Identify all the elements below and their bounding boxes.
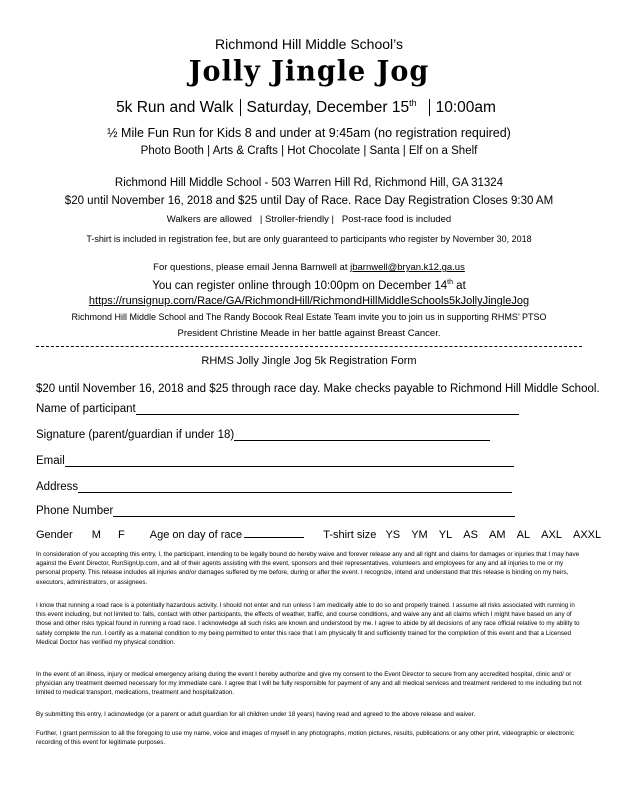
address-line[interactable] bbox=[78, 481, 512, 493]
email-line[interactable] bbox=[65, 455, 514, 467]
questions-line: For questions, please email Jenna Barnwell at jbarnwell@bryan.k12.ga.us bbox=[153, 262, 465, 273]
waiver-paragraph-5: Further, I grant permission to all the foregoing to use my name, voice and images of myself in any photographs, motion pictures, results, publications or any other print, videographic or electronic recording of this event for legitimate purposes. bbox=[36, 730, 574, 747]
activities-line: Photo Booth | Arts & Crafts | Hot Chocolate | Santa | Elf on a Shelf bbox=[140, 145, 478, 157]
register-line: You can register online through 10:00pm on December 14th at bbox=[152, 279, 466, 292]
age-line[interactable] bbox=[244, 528, 304, 538]
size-option[interactable]: AM bbox=[489, 529, 506, 541]
form-title: RHMS Jolly Jingle Jog 5k Registration Form bbox=[201, 355, 417, 367]
policies-line: Walkers are allowed | Stroller-friendly | Post-race food is included bbox=[166, 214, 452, 225]
event-time: 10:00am bbox=[429, 99, 496, 116]
gender-age-size-row bbox=[36, 528, 602, 541]
price-line: $20 until November 16, 2018 and $25 until Day of Race. Race Day Registration Closes 9:30 AM bbox=[64, 195, 554, 207]
fun-run-line: ½ Mile Fun Run for Kids 8 and under at 9:45am (no registration required) bbox=[107, 126, 511, 140]
participant-name-line[interactable] bbox=[136, 403, 519, 415]
gender-option-f[interactable]: F bbox=[118, 529, 125, 541]
support-line-2: President Christine Meade in her battle against Breast Cancer. bbox=[177, 328, 441, 339]
event-date: Saturday, December 15th bbox=[240, 99, 417, 116]
run-walk-label: 5k Run and Walk bbox=[116, 99, 234, 117]
age-label: Age on day of race bbox=[149, 529, 243, 541]
payment-line: $20 until November 16, 2018 and $25 through race day. Make checks payable to Richmond Hill Middle School. bbox=[36, 383, 600, 395]
size-option[interactable]: AXXL bbox=[573, 529, 602, 541]
event-title: Jolly Jingle Jog bbox=[188, 55, 430, 88]
registration-url-link[interactable]: https://runsignup.com/Race/GA/RichmondHill/RichmondHillMiddleSchools5kJollyJingleJog bbox=[88, 295, 530, 307]
phone-line[interactable] bbox=[113, 505, 515, 517]
phone-field[interactable]: Phone Number bbox=[36, 505, 515, 517]
tshirt-size-label: T-shirt size bbox=[323, 529, 377, 541]
waiver-paragraph-4: By submitting this entry, I acknowledge (or a parent or adult guardian for all children under 18 years) having read and agreed to the above release and waiver. bbox=[36, 711, 476, 718]
size-option[interactable]: YM bbox=[411, 529, 428, 541]
event-summary-line bbox=[0, 98, 618, 117]
size-option[interactable]: AL bbox=[516, 529, 531, 541]
venue-address: Richmond Hill Middle School - 503 Warren Hill Rd, Richmond Hill, GA 31324 bbox=[114, 177, 504, 189]
cut-line-divider bbox=[36, 346, 582, 347]
contact-email-link[interactable]: jbarnwell@bryan.k12.ga.us bbox=[350, 262, 465, 273]
participant-name-field[interactable]: Name of participant bbox=[36, 403, 519, 415]
size-option[interactable]: YL bbox=[438, 529, 453, 541]
waiver-paragraph-1: In consideration of you accepting this entry, I, the participant, intending to be legally bound do hereby waive and forever release any and all right and claims for damages or injuries that I may have against the Event Director, RunSignUp.com, and all of their agents assisting with the event, sponsors and their representatives, volunteers and employees for any and all injuries to me or my personal property. This release includes all injuries and/or damages suffered by me before, during or after the event. I recognize, intend and understand that this release is binding on my heirs, executors, administrators, or assignees. bbox=[36, 551, 580, 586]
size-option[interactable]: AXL bbox=[541, 529, 562, 541]
gender-label: Gender bbox=[36, 529, 73, 541]
school-title: Richmond Hill Middle School’s bbox=[214, 36, 404, 52]
tshirt-note: T-shirt is included in registration fee, but are only guaranteed to participants who register by November 30, 2018 bbox=[86, 234, 532, 244]
support-line-1: Richmond Hill Middle School and The Randy Bocook Real Estate Team invite you to join us in supporting RHMS’ PTSO bbox=[71, 312, 547, 322]
size-option[interactable]: YS bbox=[385, 529, 401, 541]
signature-field[interactable]: Signature (parent/guardian if under 18) bbox=[36, 429, 490, 441]
waiver-paragraph-2: I know that running a road race is a potentially hazardous activity. I should not enter and run unless I am medically able to do so and properly trained. I assume all risks associated with running in this event including, but not limited to: falls, contact with other participants, the effects of weather, traffic, and course conditions, and waive any and all claims which I might have based on any of those and other risks typical found in running a road race. I acknowledge all such risks are known and understood by me. I agree to abide by all decisions of any race official relative to my ability to safely complete the run. I certify as a material condition to my being permitted to enter this race that I am physically fit and sufficiently trained for the completion of this event and that a Licensed Medical Doctor has verified my physical condition. bbox=[36, 602, 580, 646]
signature-line[interactable] bbox=[234, 429, 490, 441]
waiver-paragraph-3: In the event of an illness, injury or medical emergency arising during the event I hereby authorize and give my consent to the Event Director to secure from any accredited hospital, clinic and/ or physician any treatment deemed necessary for my immediate care. I agree that I will be fully responsible for payment of any and all medical services and treatment rendered to me including but not limited to medical transport, medications, treatment and hospitalization. bbox=[36, 671, 582, 697]
address-field[interactable]: Address bbox=[36, 481, 512, 493]
gender-option-m[interactable]: M bbox=[91, 529, 101, 541]
email-field[interactable]: Email bbox=[36, 455, 514, 467]
size-option[interactable]: AS bbox=[463, 529, 478, 541]
